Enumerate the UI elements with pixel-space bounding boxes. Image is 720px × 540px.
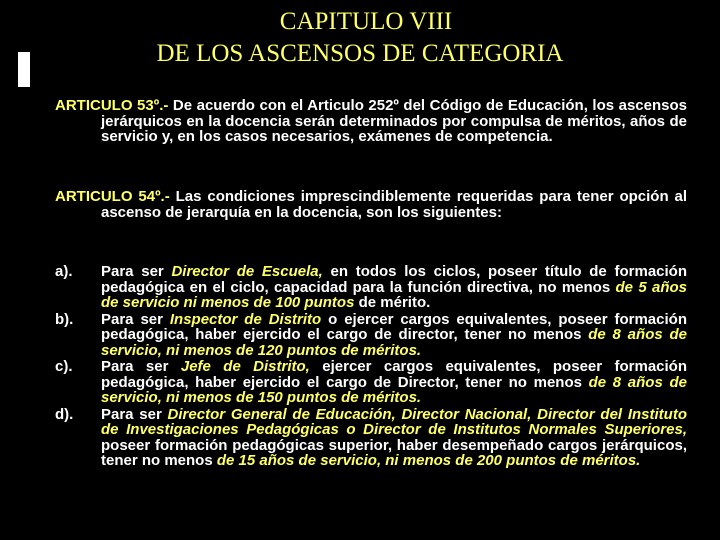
item-highlight: de 15 años de servicio, ni menos de 200 puntos de méritos. xyxy=(216,452,641,469)
article-54-paragraph xyxy=(55,189,687,220)
item-text-part: Para ser xyxy=(101,263,172,280)
item-label: d). xyxy=(55,405,74,423)
article-53-paragraph xyxy=(55,98,687,145)
item-text-part: Para ser xyxy=(101,405,168,423)
item-text-part: poseer formación pedagógicas superior, haber desempeñado cargos jerárquicos, tener no menos xyxy=(101,436,687,469)
item-text-part: o ejercer cargos equivalentes, poseer formación pedagógica, haber ejercido el cargo de director, tener no menos xyxy=(101,310,687,343)
article-53-text: De acuerdo con el Articulo 252º del Código de Educación, los ascensos jerárquicos en la docencia serán determinados por compulsa de méritos, años de servicio y, en los casos necesarios, exámenes de competencia. xyxy=(101,97,687,145)
article-54-label: ARTICULO 54º.- xyxy=(55,188,170,205)
item-text-part: en todos los ciclos, poseer título de formación pedagógica en el ciclo, capacidad para la función directiva, no menos xyxy=(101,263,687,296)
item-text xyxy=(101,312,687,359)
list-item xyxy=(55,264,687,311)
item-highlight: de 5 años de servicio ni menos de 100 puntos xyxy=(101,278,687,311)
item-highlight: de 8 años de servicio, ni menos de 120 puntos de méritos. xyxy=(101,326,687,359)
chapter-subtitle: DE LOS ASCENSOS DE CATEGORIA xyxy=(156,40,564,67)
article-54-text: Las condiciones imprescindiblemente requeridas para tener opción al ascenso de jerarquía en la docencia, son los siguientes: xyxy=(101,188,688,221)
item-text-part: ejercer cargos equivalentes, poseer formación pedagógica, haber ejercido el cargo de Director, tener no menos xyxy=(101,358,687,391)
item-highlight: Director de Escuela, xyxy=(171,263,323,280)
item-label: b). xyxy=(55,310,74,328)
requirements-list xyxy=(55,264,687,470)
item-text xyxy=(101,264,687,311)
item-highlight: Jefe de Distrito, xyxy=(180,358,310,375)
item-text-part: Para ser xyxy=(101,358,181,375)
item-highlight: Inspector de Distrito xyxy=(169,310,322,328)
item-text xyxy=(101,407,687,469)
item-text-part: Para ser xyxy=(101,310,170,328)
item-text-part: de mérito. xyxy=(354,294,431,311)
article-54 xyxy=(55,189,687,220)
item-highlight: de 8 años de servicio, ni menos de 150 puntos de méritos. xyxy=(101,373,687,406)
item-label: c). xyxy=(55,358,73,375)
item-label: a). xyxy=(55,263,73,280)
item-highlight: Director General de Educación, Director Nacional, Director del Instituto de Investigaciones Pedagógicas o Director de Institutos Normales Superiores, xyxy=(101,405,687,438)
list-item xyxy=(55,359,687,406)
chapter-title: CAPITULO VIII xyxy=(279,8,453,35)
article-53-label: ARTICULO 53º.- xyxy=(55,97,169,114)
article-53 xyxy=(55,98,687,145)
list-item xyxy=(55,407,687,469)
item-text xyxy=(101,359,687,406)
list-item xyxy=(55,312,687,359)
